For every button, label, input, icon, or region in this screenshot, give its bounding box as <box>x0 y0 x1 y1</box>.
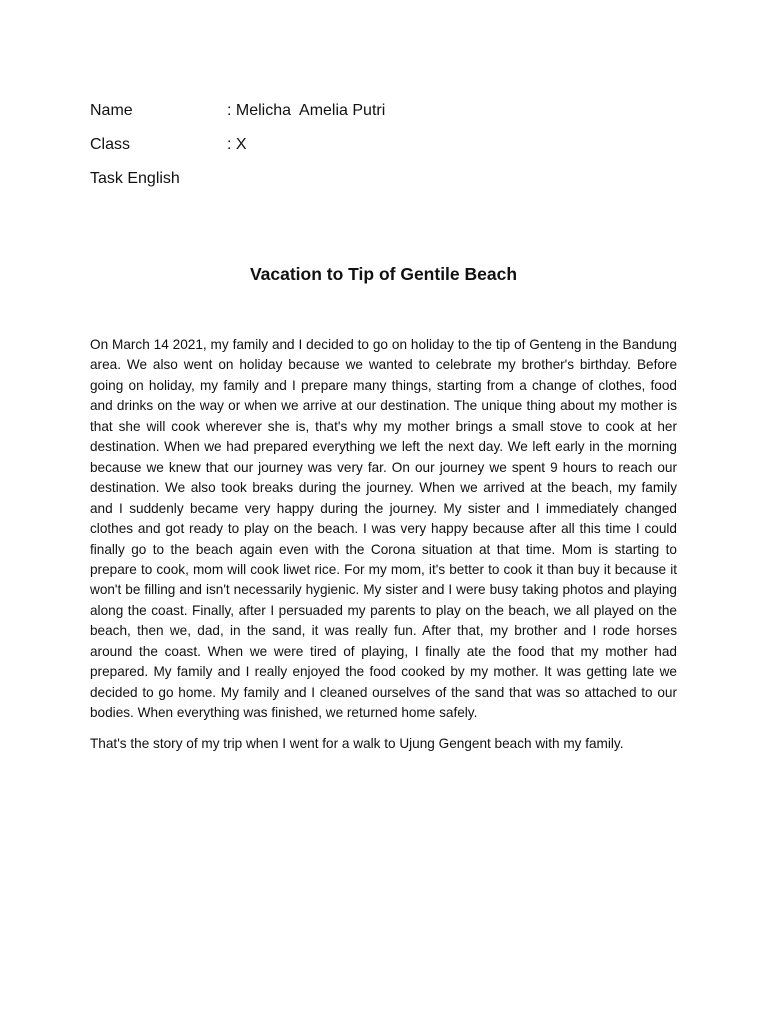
document-body <box>90 335 677 754</box>
class-label: Class <box>90 136 131 153</box>
document-title: Vacation to Tip of Gentile Beach <box>249 264 518 284</box>
student-info <box>90 94 490 196</box>
class-value: : X <box>227 136 247 153</box>
name-label: Name <box>90 102 133 119</box>
task-label: Task English <box>90 170 180 187</box>
closing-paragraph: That's the story of my trip when I went for a walk to Ujung Gengent beach with my family. <box>90 735 624 751</box>
class-row <box>90 128 490 162</box>
name-row <box>90 94 490 128</box>
story-paragraph: On March 14 2021, my family and I decided to go on holiday to the tip of Genteng in the Bandung area. We also went on holiday because we wanted to celebrate my brother's birthday. Before going on holiday, my family and I prepare many things, starting from a change of clothes, food and drinks on the way or when we arrive at our destination. The unique thing about my mother is that she will cook wherever she is, that's why my mother brings a small stove to cook at her destination. When we had prepared everything we left the next day. We left early in the morning because we knew that our journey was very far. On our journey we spent 9 hours to reach our destination. We also took breaks during the journey. When we arrived at the beach, my family and I suddenly became very happy during the journey. My sister and I immediately changed clothes and got ready to play on the beach. I was very happy because after all this time I could finally go to the beach again even with the Corona situation at that time. Mom is starting to prepare to cook, mom will cook liwet rice. For my mom, it's better to cook it than buy it because it won't be filling and isn't necessarily hygienic. My sister and I were busy taking photos and playing along the coast. Finally, after I persuaded my parents to play on the beach, we all played on the beach, then we, dad, in the sand, it was really fun. After that, my brother and I rode horses around the coast. When we were tired of playing, I finally ate the food that my mother had prepared. My family and I really enjoyed the food cooked by my mother. It was getting late we decided to go home. My family and I cleaned ourselves of the sand that was so attached to our bodies. When everything was finished, we returned home safely. <box>90 337 677 721</box>
task-row <box>90 162 490 196</box>
name-value: : Melicha Amelia Putri <box>227 102 386 119</box>
